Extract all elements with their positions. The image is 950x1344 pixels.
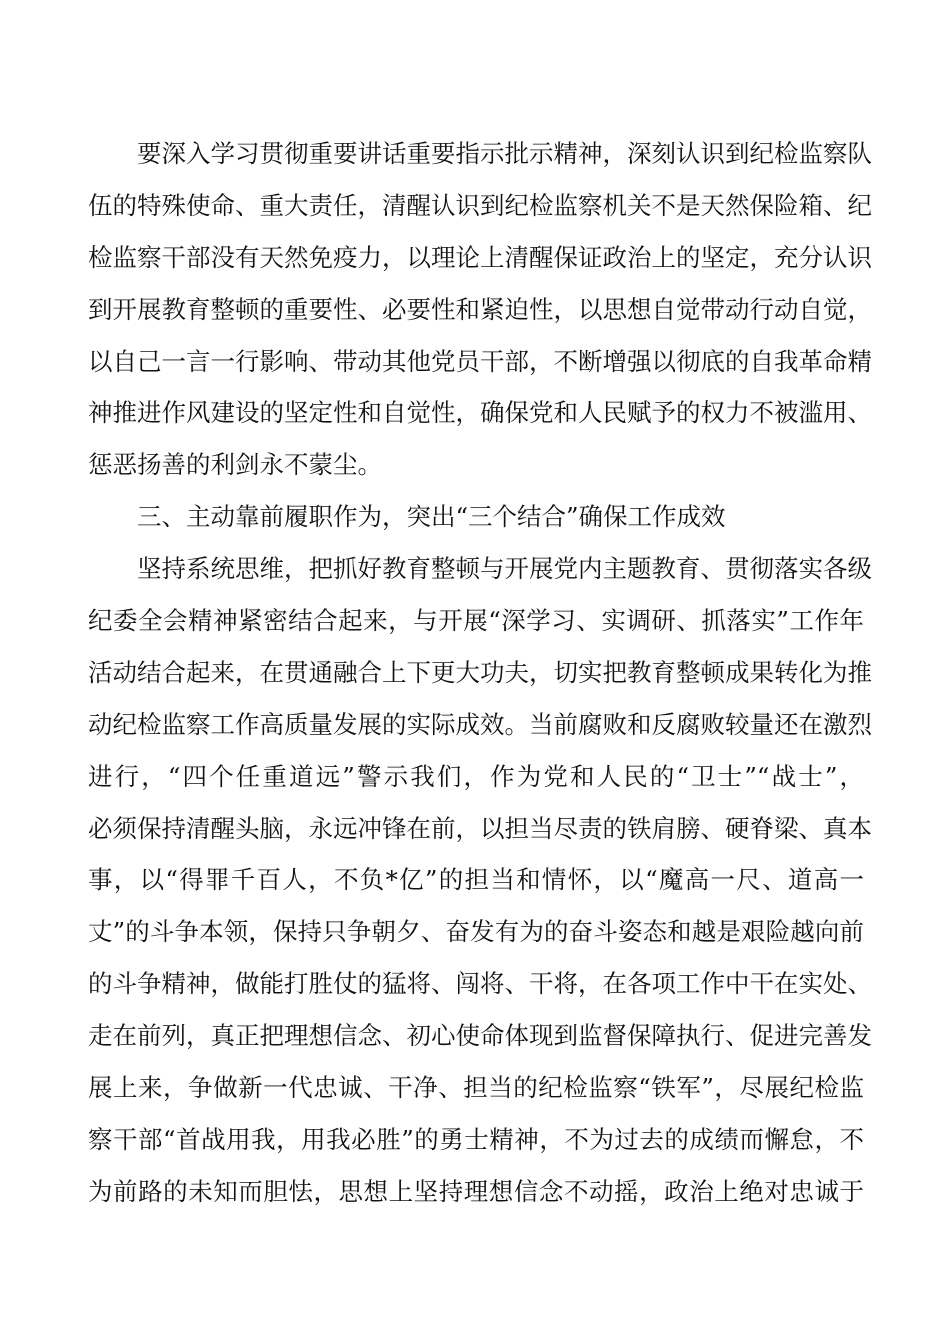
paragraph-line: 必须保持清醒头脑，永远冲锋在前，以担当尽责的铁肩膀、硬脊梁、真本 [88,813,872,843]
paragraph-line: 检监察干部没有天然免疫力，以理论上清醒保证政治上的坚定，充分认识 [88,242,872,272]
paragraph-line: 展上来，争做新一代忠诚、干净、担当的纪检监察“铁军”，尽展纪检监 [88,1073,864,1103]
paragraph-line: 的斗争精神，做能打胜仗的猛将、闯将、干将，在各项工作中干在实处、 [88,969,872,999]
paragraph-line: 坚持系统思维，把抓好教育整顿与开展党内主题教育、贯彻落实各级 [137,554,872,584]
paragraph-line: 动纪检监察工作高质量发展的实际成效。当前腐败和反腐败较量还在激烈 [88,709,872,739]
paragraph-2 [88,543,872,1218]
paragraph-line: 惩恶扬善的利剑永不蒙尘。 [88,450,382,480]
paragraph-line: 以自己一言一行影响、带动其他党员干部，不断增强以彻底的自我革命精 [88,346,872,376]
paragraph-1 [88,128,872,491]
paragraph-line: 纪委全会精神紧密结合起来，与开展“深学习、实调研、抓落实”工作年 [88,606,864,636]
paragraph-line: 伍的特殊使命、重大责任，清醒认识到纪检监察机关不是天然保险箱、纪 [88,190,872,220]
paragraph-line: 到开展教育整顿的重要性、必要性和紧迫性，以思想自觉带动行动自觉， [88,294,872,324]
paragraph-line: 神推进作风建设的坚定性和自觉性，确保党和人民赋予的权力不被滥用、 [88,398,872,428]
section-heading [88,491,864,543]
paragraph-line: 活动结合起来，在贯通融合上下更大功夫，切实把教育整顿成果转化为推 [88,657,872,687]
paragraph-line: 走在前列，真正把理想信念、初心使命体现到监督保障执行、促进完善发 [88,1021,872,1051]
paragraph-line: 进行，“四个任重道远”警示我们，作为党和人民的“卫士”“战士”， [88,761,864,791]
paragraph-line: 事，以“得罪千百人，不负*亿”的担当和情怀，以“魔高一尺、道高一 [88,865,864,895]
paragraph-line: 察干部“首战用我，用我必胜”的勇士精神，不为过去的成绩而懈怠，不 [88,1124,864,1154]
paragraph-line: 为前路的未知而胆怯，思想上坚持理想信念不动摇，政治上绝对忠诚于 [88,1176,864,1206]
paragraph-line: 要深入学习贯彻重要讲话重要指示批示精神，深刻认识到纪检监察队 [137,139,872,168]
paragraph-line: 丈”的斗争本领，保持只争朝夕、奋发有为的奋斗姿态和越是艰险越向前 [88,917,864,947]
section-heading-text: 三、主动靠前履职作为，突出“三个结合”确保工作成效 [137,502,726,532]
document-body [88,128,872,1218]
